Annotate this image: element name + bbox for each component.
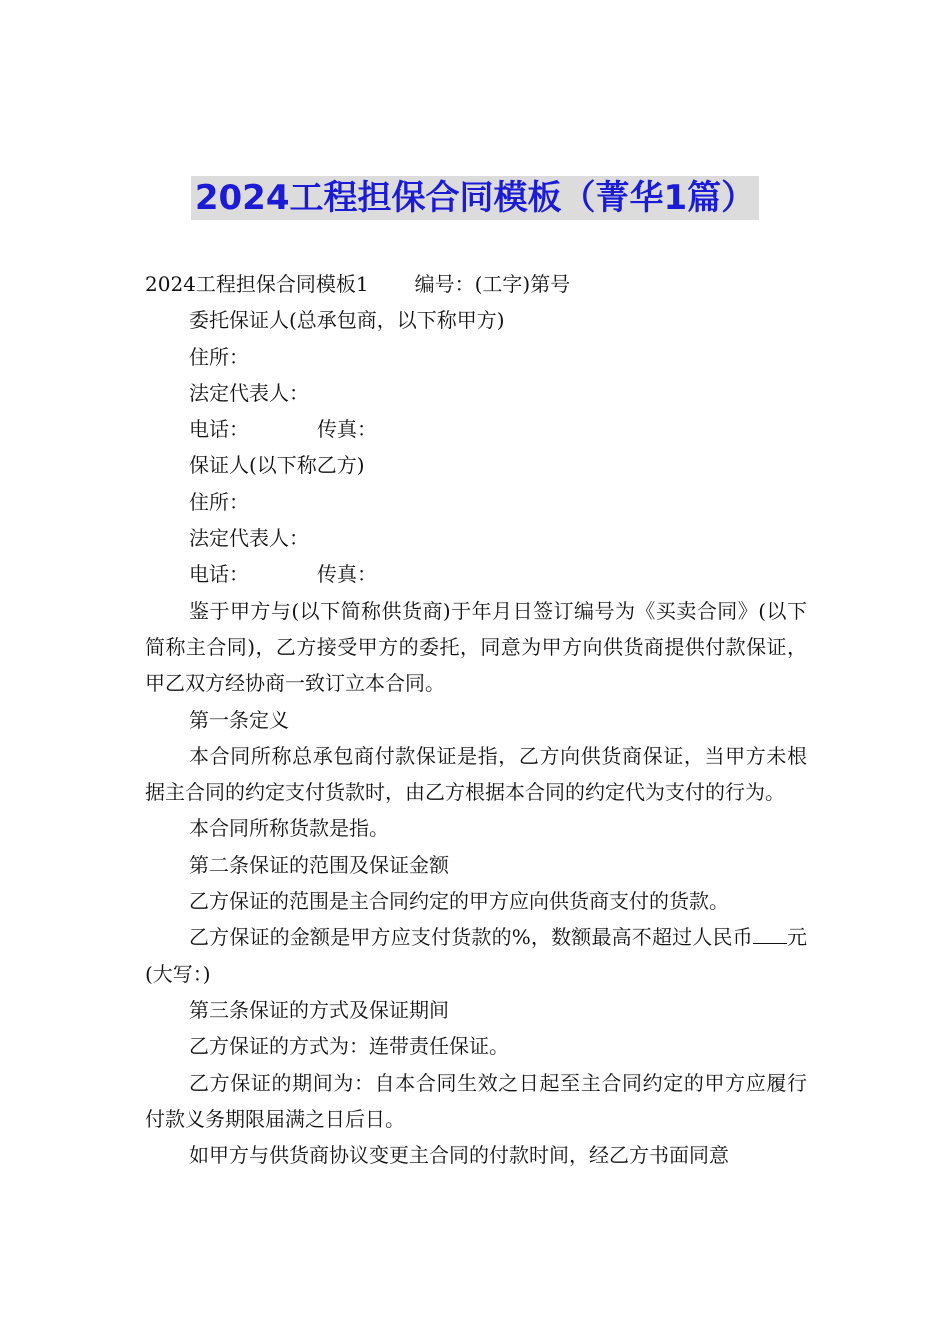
paragraph-guarantor: 保证人(以下称乙方) — [189, 453, 365, 478]
paragraph-period: 乙方保证的期间为：自本合同生效之日起至主合同约定的甲方应履行付款义务期限届满之日后日。 — [145, 1070, 807, 1131]
amount-text: 乙方保证的金额是甲方应支付货款的%，数额最高不超过人民币 — [189, 925, 753, 950]
paragraph-client-address: 住所： — [189, 344, 249, 369]
article-1-heading: 第一条定义 — [189, 707, 289, 732]
amount-blank — [753, 925, 787, 944]
paragraph-amount — [145, 919, 807, 992]
paragraph-client-contact — [145, 411, 807, 447]
paragraph-change: 如甲方与供货商协议变更主合同的付款时间，经乙方书面同意 — [189, 1143, 729, 1168]
paragraph-client: 委托保证人(总承包商，以下称甲方) — [189, 308, 505, 333]
amount-capital: 元(大写：) — [145, 925, 807, 986]
paragraph-guarantor-representative: 法定代表人： — [189, 526, 309, 551]
contract-number: 编号：(工字)第号 — [414, 272, 571, 296]
phone-label: 电话： — [189, 562, 249, 587]
header-line — [145, 266, 807, 302]
paragraph-guarantor-contact — [145, 556, 807, 592]
document-body — [145, 266, 807, 1173]
paragraph-recital: 鉴于甲方与(以下简称供货商)于年月日签订编号为《买卖合同》(以下简称主合同)，乙方接受甲方的委托，同意为甲方向供货商提供付款保证，甲乙双方经协商一致订立本合同。 — [145, 598, 807, 696]
fax-label: 传真： — [317, 562, 377, 587]
paragraph-client-representative: 法定代表人： — [189, 380, 309, 405]
article-2-heading: 第二条保证的范围及保证金额 — [189, 852, 449, 877]
paragraph-payment-definition: 本合同所称货款是指。 — [189, 816, 389, 841]
paragraph-method: 乙方保证的方式为：连带责任保证。 — [189, 1034, 509, 1059]
article-3-heading: 第三条保证的方式及保证期间 — [189, 997, 449, 1022]
paragraph-scope: 乙方保证的范围是主合同约定的甲方应向供货商支付的货款。 — [189, 889, 729, 914]
paragraph-guarantor-address: 住所： — [189, 489, 249, 514]
contract-name: 2024工程担保合同模板1 — [145, 272, 369, 296]
phone-label: 电话： — [189, 417, 249, 442]
fax-label: 传真： — [317, 417, 377, 442]
title-container — [0, 176, 950, 220]
paragraph-definition: 本合同所称总承包商付款保证是指，乙方向供货商保证，当甲方未根据主合同的约定支付货款时，由乙方根据本合同的约定代为支付的行为。 — [145, 743, 807, 805]
document-title: 2024工程担保合同模板（菁华1篇） — [191, 176, 759, 220]
